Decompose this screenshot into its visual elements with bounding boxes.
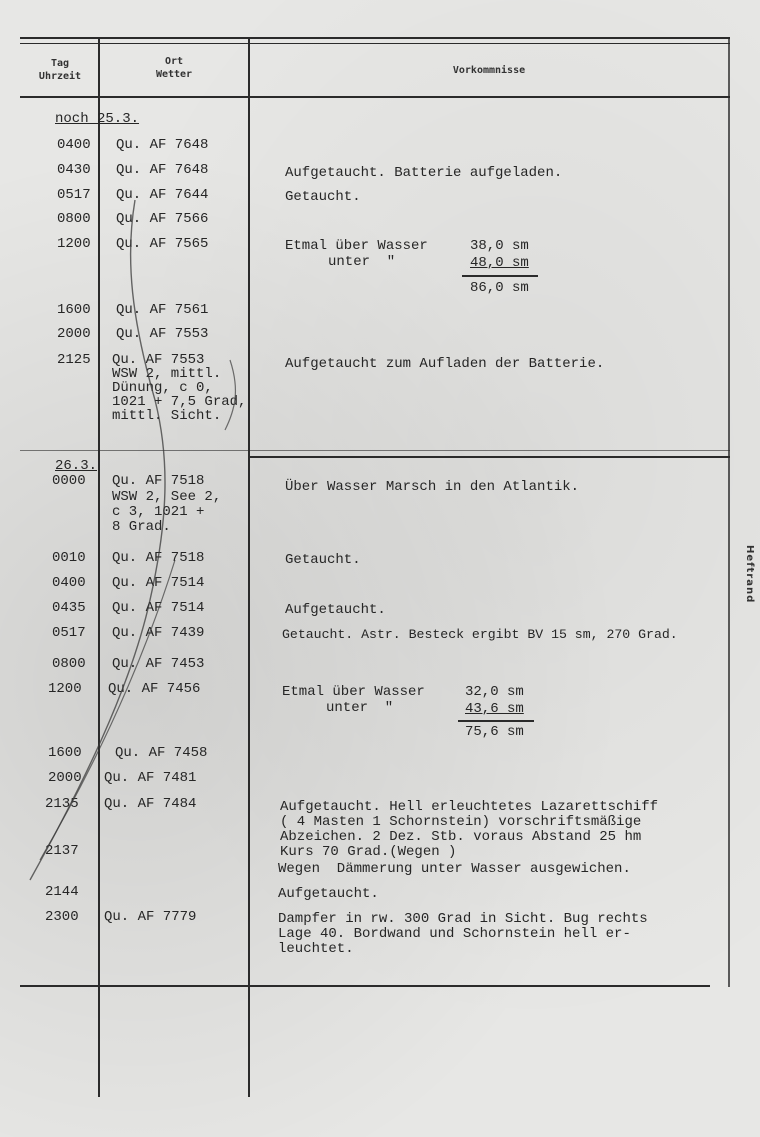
header-vorkommnisse: Vorkommnisse [452,65,526,76]
row-location: Qu. AF 7458 [115,745,208,761]
row-time: 0800 [57,211,91,227]
row-location: Qu. AF 7518 [112,473,205,489]
pencil-stroke [30,200,165,880]
etmal-under-value: 43,6 sm [465,701,524,717]
header-ort: Ort [164,56,184,67]
header-wetter: Wetter [155,69,193,80]
row-time: 2135 [45,796,79,812]
entry-line: Dampfer in rw. 300 Grad in Sicht. Bug rechts [278,911,648,927]
etmal-total-value: 86,0 sm [470,280,529,296]
etmal-total-value: 75,6 sm [465,724,524,740]
row-location: Qu. AF 7553 [116,326,209,342]
row-time: 2300 [45,909,79,925]
row-time: 0517 [57,187,91,203]
etmal-label-over: Etmal über Wasser [282,684,425,700]
header-tag: Tag [50,58,70,69]
row-entry: Aufgetaucht. [278,886,379,902]
row-location: Qu. AF 7453 [112,656,205,672]
row-location: Qu. AF 7518 [112,550,205,566]
row-entry: Wegen Dämmerung unter Wasser ausgewichen. [278,861,631,877]
header-uhrzeit: Uhrzeit [38,71,82,82]
weather-line: c 3, 1021 + [112,504,205,520]
row-entry: Aufgetaucht. [285,602,386,618]
row-time: 2000 [48,770,82,786]
row-time: 0400 [52,575,86,591]
etmal-under-value: 48,0 sm [470,255,529,271]
row-time: 1200 [57,236,91,252]
weather-line: Dünung, c 0, [112,380,213,396]
row-location: Qu. AF 7439 [112,625,205,641]
entry-line: leuchtet. [278,941,354,957]
row-time: 2137 [45,843,79,859]
day-label: 26.3. [55,458,98,474]
row-time: 0010 [52,550,86,566]
weather-line: WSW 2, mittl. [112,366,222,382]
weather-line: mittl. Sicht. [112,408,222,424]
etmal-label-under: unter " [326,700,394,716]
weather-line: 1021 + 7,5 Grad, [112,394,247,410]
row-location: Qu. AF 7484 [104,796,197,812]
row-time: 0435 [52,600,86,616]
row-location: Qu. AF 7553 [112,352,205,368]
margin-note: Heftrand [744,545,755,604]
row-time: 1600 [48,745,82,761]
row-time: 2144 [45,884,79,900]
row-time: 2125 [57,352,91,368]
etmal-over-value: 32,0 sm [465,684,524,700]
entry-line: Abzeichen. 2 Dez. Stb. voraus Abstand 25 hm [280,829,642,845]
row-entry: Aufgetaucht. Batterie aufgeladen. [285,165,563,181]
row-entry: Über Wasser Marsch in den Atlantik. [285,479,580,495]
row-time: 1600 [57,302,91,318]
row-location: Qu. AF 7481 [104,770,197,786]
row-location: Qu. AF 7779 [104,909,197,925]
entry-line: Lage 40. Bordwand und Schornstein hell er- [278,926,631,942]
row-time: 0400 [57,137,91,153]
row-location: Qu. AF 7566 [116,211,209,227]
weather-line: 8 Grad. [112,519,171,535]
row-location: Qu. AF 7644 [116,187,209,203]
etmal-label-over: Etmal über Wasser [285,238,428,254]
row-time: 0430 [57,162,91,178]
etmal-label-under: unter " [328,254,396,270]
pencil-stroke [40,560,175,860]
row-time: 0000 [52,473,86,489]
entry-line: Aufgetaucht. Hell erleuchtetes Lazarettschiff [280,799,659,815]
etmal-over-value: 38,0 sm [470,238,529,254]
row-location: Qu. AF 7514 [112,600,205,616]
weather-line: WSW 2, See 2, [112,489,222,505]
row-entry: Getaucht. Astr. Besteck ergibt BV 15 sm, 270 Grad. [282,627,678,642]
row-entry: Getaucht. [285,552,361,568]
row-location: Qu. AF 7456 [108,681,201,697]
row-location: Qu. AF 7561 [116,302,209,318]
row-time: 0517 [52,625,86,641]
entry-line: Kurs 70 Grad.(Wegen ) [280,844,457,860]
day-label: noch 25.3. [55,111,140,127]
row-location: Qu. AF 7648 [116,162,209,178]
row-time: 0800 [52,656,86,672]
row-location: Qu. AF 7565 [116,236,209,252]
row-location: Qu. AF 7648 [116,137,209,153]
pencil-stroke [225,360,235,430]
row-entry: Getaucht. [285,189,361,205]
entry-line: ( 4 Masten 1 Schornstein) vorschriftsmäßige [280,814,642,830]
row-time: 1200 [48,681,82,697]
row-location: Qu. AF 7514 [112,575,205,591]
row-entry: Aufgetaucht zum Aufladen der Batterie. [285,356,605,372]
row-time: 2000 [57,326,91,342]
